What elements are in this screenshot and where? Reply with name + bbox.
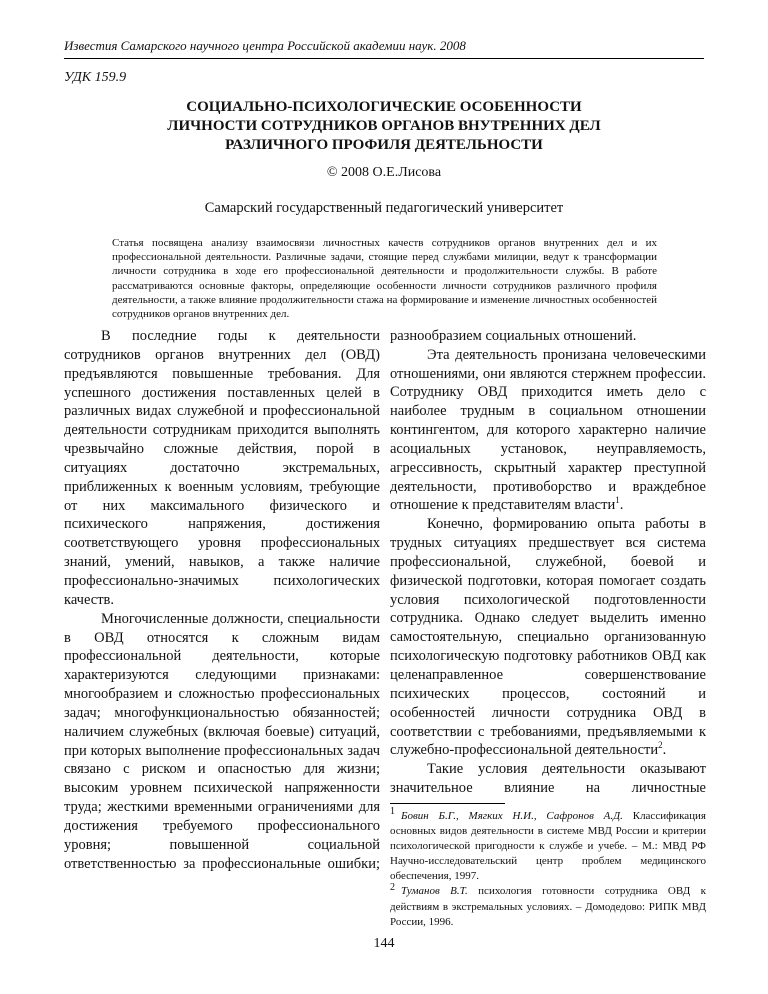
paragraph-end: . [619,497,624,514]
footnote-rule [390,803,505,804]
paragraph-text: Эта деятельность пронизана человеческими отношениями, они являются стержнем профессии. Сотруднику ОВД приходится иметь дело с наиболее трудным в социальном отношении контингентом, для которого характерно наличие асоциальных установок, неуправляемость, агрессивность, скрытный характер преступной деятельности, противоборство и враждебное отношение к представителям власти [390,346,706,514]
title-line: СОЦИАЛЬНО-ПСИХОЛОГИЧЕСКИЕ ОСОБЕННОСТИ [186,99,582,115]
header-rule [64,58,704,59]
paragraph: Многочисленные должности, специальности в ОВД относятся к сложным видам профессиональной деятельности, которые характеризуются следующими признаками: многообразием и сложностью профессиональных задач; многофункциональностью обязанностей; наличием служебных (включая боевые) ситуаций, при которых выполнение профессиональных задач связано с риском и опасностью для жизни; высоким уровнем психической напряженности труда; жесткими временными ограничениями для достижения требуемого профессионального уровня; повышенной социальной ответственностью за профессиональные ошибки; [64,610,380,872]
footnote-text: психология готовности сотрудника ОВД к действиям в экстремальных условиях. – Домодедово: РИПК МВД России, 1996. [390,885,706,928]
footnote [390,881,706,929]
footnotes [390,806,706,930]
article-title [64,98,704,155]
paragraph [390,515,706,760]
footnote-text: Классификация основных видов деятельности в системе МВД России и критерии психологической пригодности к службе и учебе. – М.: МВД РФ Научно-исследовательский центр проблем медицинского обеспечения, 1997. [390,810,706,883]
author-line: © 2008 О.Е.Лисова [326,165,442,180]
footnote-number: 1 [390,806,395,818]
left-column [64,327,380,874]
body-flow-continued [390,327,706,799]
footnote-ref[interactable]: 2 [658,740,663,751]
page-number: 144 [373,936,395,951]
footnote-authors: Бовин Б.Г., Мягких Н.И., Сафронов А.Д. [401,810,623,822]
title-line: ЛИЧНОСТИ СОТРУДНИКОВ ОРГАНОВ ВНУТРЕННИХ ДЕЛ [167,118,601,134]
footnote [390,806,706,884]
right-column [390,327,706,799]
footnote-authors: Туманов В.Т. [401,885,468,898]
body-flow [64,327,380,874]
udc-code: УДК 159.9 [64,70,127,85]
running-header: Известия Самарского научного центра Российской академии наук. 2008 [64,38,466,53]
footnote-number: 2 [390,881,395,893]
affiliation: Самарский государственный педагогический университет [204,200,564,216]
abstract: Статья посвящена анализу взаимосвязи личностных качеств сотрудников органов внутренних дел и их профессиональной деятельности. Различные задачи, стоящие перед службами милиции, ведут к трансформации личности сотрудника в ходе его профессиональной деятельности и продолжительности службы. В работе рассматриваются основные факторы, определяющие особенности личности сотрудников различного профиля деятельности, а также влияние продолжительности стажа на формирование и изменение личностных особенностей сотрудников органов внутренних дел. [112,237,657,321]
paragraph: Такие условия деятельности оказывают значительное влияние на личностные [390,761,706,797]
paragraph: разнообразием социальных отношений. [390,327,637,344]
title-line: РАЗЛИЧНОГО ПРОФИЛЯ ДЕЯТЕЛЬНОСТИ [225,137,543,153]
footnote-ref[interactable]: 1 [615,495,620,506]
paragraph-text: Конечно, формированию опыта работы в трудных ситуациях предшествует вся система профессиональной, служебной, боевой и физической подготовки, которая помогает создать условия психологической подготовленности сотрудника. Однако следует выделить именно самостоятельную, специально организованную психологическую подготовку работников ОВД как целенаправленное совершенствование психических процессов, состояний и особенностей личности сотрудника ОВД в соответствии с требованиями, предъявляемыми к служебно-профессиональной деятельности [390,516,706,759]
paragraph-end: . [662,742,667,759]
paragraph [390,346,706,516]
paragraph: В последние годы к деятельности сотрудников органов внутренних дел (ОВД) предъявляются повышенные требования. Для успешного достижения поставленных целей в различных видах служебной и профессиональной деятельности сотрудникам приходится выполнять чрезвычайно сложные действия, порой в ситуациях достаточно экстремальных, приближенных к военным условиям, требующие от них максимального физического и психического напряжения, достижения соответствующего уровня профессиональных знаний, умений, навыков, а также наличие профессионально-значимых психологических качеств. [64,328,380,608]
